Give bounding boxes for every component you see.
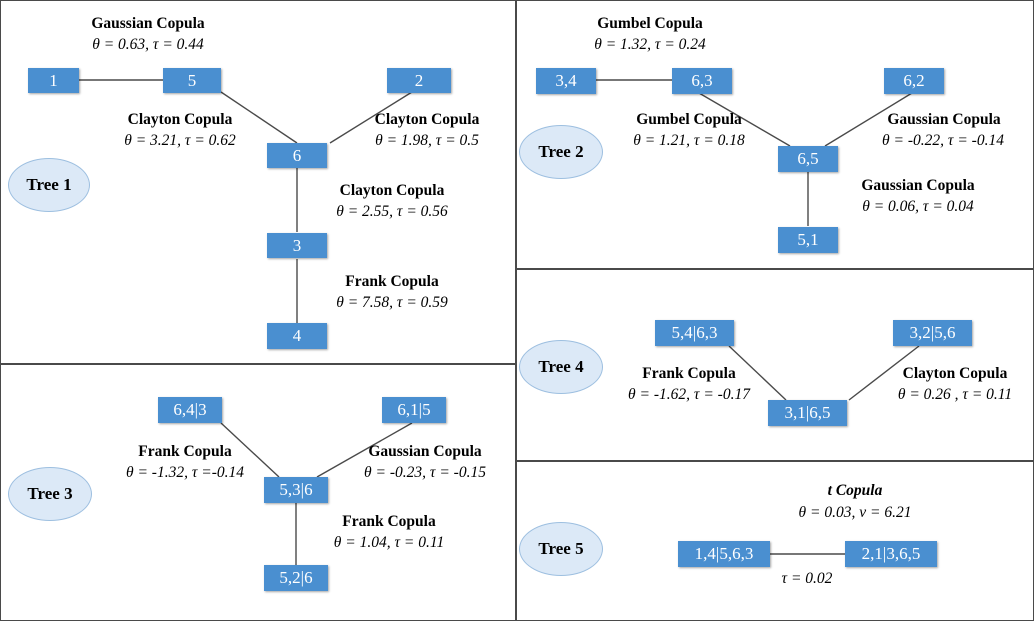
node-tree1-5: 5 (163, 68, 221, 93)
tree2-edge3-params: θ = -0.22, τ = -0.14 (882, 132, 1004, 149)
tree2-edge3-family: Gaussian Copula (887, 111, 1001, 128)
node-tree2-34: 3,4 (536, 68, 596, 94)
tree5-edge1-params: θ = 0.03, ν = 6.21 (798, 504, 912, 521)
tree1-edge5-family: Frank Copula (345, 273, 439, 290)
tree5-edge1-family (760, 481, 950, 500)
tree-badge-5: Tree 5 (519, 522, 603, 576)
tree-badge-1: Tree 1 (8, 158, 90, 212)
tree2-edge1-params: θ = 1.32, τ = 0.24 (594, 36, 706, 53)
tree4-edge2-params: θ = 0.26 , τ = 0.11 (897, 386, 1013, 403)
tree3-edge1-params: θ = -1.32, τ =-0.14 (125, 464, 245, 481)
node-tree2-51: 5,1 (778, 227, 838, 253)
tree2-edge4-params: θ = 0.06, τ = 0.04 (862, 198, 974, 215)
node-tree1-6: 6 (267, 143, 327, 168)
node-tree1-2: 2 (387, 68, 451, 93)
node-tree2-63: 6,3 (672, 68, 732, 94)
tree1-edge2-family: Clayton Copula (127, 111, 233, 128)
tree3-edge2-family: Gaussian Copula (368, 443, 482, 460)
node-tree2-62: 6,2 (884, 68, 944, 94)
node-tree4-3165: 3,1|6,5 (768, 400, 847, 426)
tree2-edge2-family: Gumbel Copula (636, 111, 742, 128)
node-tree1-3: 3 (267, 233, 327, 258)
tree3-edge1-family: Frank Copula (138, 443, 232, 460)
tree1-edge5-params: θ = 7.58, τ = 0.59 (336, 294, 448, 311)
tree-badge-2: Tree 2 (519, 125, 603, 179)
tree1-edge1-family: Gaussian Copula (91, 15, 205, 32)
node-tree3-615: 6,1|5 (382, 397, 446, 423)
tree1-edge1-params: θ = 0.63, τ = 0.44 (92, 36, 204, 53)
tree2-edge2-params: θ = 1.21, τ = 0.18 (633, 132, 745, 149)
tree5-edge1-family-text: t Copula (827, 482, 883, 499)
tree4-edge1-params: θ = -1.62, τ = -0.17 (628, 386, 750, 403)
tree3-edge2-params: θ = -0.23, τ = -0.15 (364, 464, 486, 481)
tree1-edge3-params: θ = 1.98, τ = 0.5 (375, 132, 479, 149)
node-tree1-4: 4 (267, 323, 327, 349)
node-tree2-65: 6,5 (778, 146, 838, 172)
tree1-edge4-family: Clayton Copula (339, 182, 445, 199)
node-tree3-536: 5,3|6 (264, 477, 328, 503)
tree4-edge2-family: Clayton Copula (902, 365, 1008, 382)
tree4-edge1-family: Frank Copula (642, 365, 736, 382)
node-tree5-14563: 1,4|5,6,3 (678, 541, 770, 567)
node-tree3-643: 6,4|3 (158, 397, 222, 423)
node-tree5-21365: 2,1|3,6,5 (845, 541, 937, 567)
tree5-edge1-tau: τ = 0.02 (781, 570, 833, 587)
tree2-edge4-family: Gaussian Copula (861, 177, 975, 194)
tree-badge-3: Tree 3 (8, 467, 92, 521)
tree-badge-4: Tree 4 (519, 340, 603, 394)
node-tree4-3256: 3,2|5,6 (893, 320, 972, 346)
node-tree1-1: 1 (28, 68, 79, 93)
node-tree3-526: 5,2|6 (264, 565, 328, 591)
tree1-edge2-params: θ = 3.21, τ = 0.62 (124, 132, 236, 149)
tree1-edge4-params: θ = 2.55, τ = 0.56 (336, 203, 448, 220)
tree3-edge3-family: Frank Copula (342, 513, 436, 530)
tree3-edge3-params: θ = 1.04, τ = 0.11 (333, 534, 445, 551)
tree2-edge1-family: Gumbel Copula (597, 15, 703, 32)
node-tree4-5463: 5,4|6,3 (655, 320, 734, 346)
tree1-edge3-family: Clayton Copula (374, 111, 480, 128)
